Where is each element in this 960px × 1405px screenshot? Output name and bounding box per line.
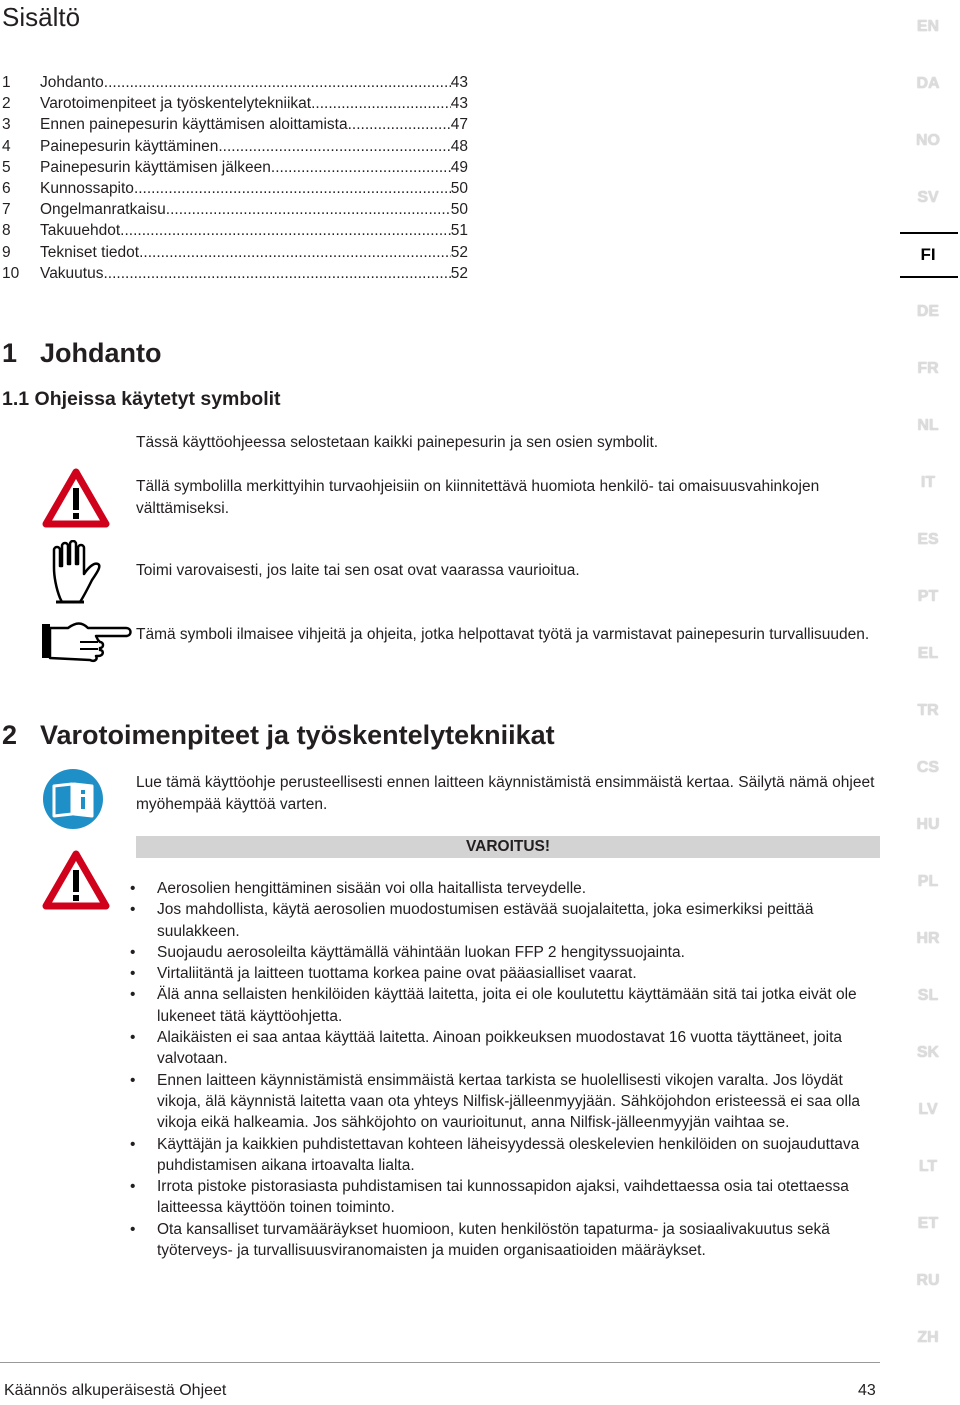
bullet-item: • Virtaliitäntä ja laitteen tuottama korkea paine ovat pääasialliset vaarat. xyxy=(130,963,880,984)
toc-page: 48 xyxy=(450,137,468,155)
language-tab-pt[interactable]: PT xyxy=(917,588,939,605)
bullet-item: • Jos mahdollista, käytä aerosolien muodostumisen estävää suojalaitetta, joka esimerkiksi peittää suulakkeen. xyxy=(130,899,880,942)
toc-leader-dots xyxy=(271,157,451,178)
toc-leader-dots xyxy=(166,199,451,220)
page-number: 43 xyxy=(858,1382,876,1399)
read-manual-text: Lue tämä käyttöohje perusteellisesti ennen laitteen käynnistämistä ensimmäistä kertaa. Säilytä nämä ohjeet myöhempää käyttöä varten. xyxy=(136,774,875,813)
language-tab-es[interactable]: ES xyxy=(917,531,939,548)
bullet-item: • Irrota pistoke pistorasiasta puhdistamisen tai kunnossapidon ajaksi, vaihdettaessa osia tai otettaessa laitteessa käyttöön toinen toiminto. xyxy=(130,1176,880,1219)
language-tab-sv[interactable]: SV xyxy=(917,189,939,206)
toc-number: 3 xyxy=(2,116,11,134)
toc-title: Ongelmanratkaisu xyxy=(40,201,166,219)
bullet-item: • Käyttäjän ja kaikkien puhdistettavan kohteen läheisyydessä oleskelevien henkilöiden on suojauduttava puhdistamisen aikana irtoavalta lialta. xyxy=(130,1134,880,1177)
toc-number: 1 xyxy=(2,74,11,91)
toc-entry[interactable] xyxy=(2,263,468,284)
section-1-1-number: 1.1 xyxy=(2,388,30,410)
bullet-item: • Ota kansalliset turvamääräykset huomioon, kuten henkilöstön tapaturma- ja sosiaalivakuutus sekä työterveys- ja turvallisuusviranomaisten ja muiden organisaatioiden määräykset. xyxy=(130,1219,880,1262)
language-tab-lv[interactable]: LV xyxy=(918,1101,938,1118)
language-tab-et[interactable]: ET xyxy=(917,1215,939,1232)
section-2-heading xyxy=(2,720,555,751)
language-tab-de[interactable]: DE xyxy=(916,303,940,320)
section-2-number: 2 xyxy=(2,720,18,750)
toc-page: 43 xyxy=(450,74,468,91)
language-tab-da[interactable]: DA xyxy=(916,75,940,92)
toc-leader-dots xyxy=(120,220,451,241)
toc-number: 4 xyxy=(2,137,11,155)
section-1-number: 1 xyxy=(2,338,18,368)
bullet-item: • Älä anna sellaisten henkilöiden käyttää laitetta, joita ei ole koulutettu käyttämään sitä tai jotka eivät ole lukeneet tätä käyttöohjetta. xyxy=(130,984,880,1027)
toc-number: 9 xyxy=(2,243,11,261)
symbols-intro: Tässä käyttöohjeessa selostetaan kaikki painepesurin ja sen osien symbolit. xyxy=(136,434,659,451)
language-tab-tr[interactable]: TR xyxy=(917,702,939,719)
toc-page: 51 xyxy=(450,222,468,240)
pointing-hand-icon xyxy=(40,618,132,669)
warning-bar: VAROITUS! xyxy=(136,836,880,858)
active-tab-rule xyxy=(900,276,958,278)
read-manual-icon xyxy=(42,768,104,835)
toc-page: 50 xyxy=(450,201,468,219)
toc-entry[interactable] xyxy=(2,242,468,263)
toc-title: Painepesurin käyttämisen jälkeen xyxy=(40,158,271,176)
toc-entry[interactable] xyxy=(2,157,468,178)
language-tab-cs[interactable]: CS xyxy=(916,759,940,776)
toc-number: 2 xyxy=(2,95,11,113)
toc-number: 5 xyxy=(2,158,11,176)
toc-page: 50 xyxy=(450,179,468,197)
toc-page: 52 xyxy=(450,243,468,261)
warning-triangle-icon xyxy=(42,468,110,533)
page-title: Sisältö xyxy=(2,2,81,32)
warning-symbol-text: Tällä symbolilla merkittyihin turvaohjeisiin on kiinnitettävä huomiota henkilö- tai omaisuusvahinkojen välttämiseksi. xyxy=(136,478,820,517)
toc-entry[interactable] xyxy=(2,178,468,199)
toc-leader-dots xyxy=(134,178,451,199)
toc-leader-dots xyxy=(348,114,451,135)
toc-number: 7 xyxy=(2,201,11,219)
language-tab-it[interactable]: IT xyxy=(920,474,936,491)
language-tab-el[interactable]: EL xyxy=(917,645,939,662)
language-tab-lt[interactable]: LT xyxy=(918,1158,938,1175)
language-tab-ru[interactable]: RU xyxy=(916,1272,940,1289)
toc-number: 10 xyxy=(2,264,20,282)
toc-page: 49 xyxy=(450,158,468,176)
toc-number: 6 xyxy=(2,179,11,197)
toc-title: Johdanto xyxy=(40,74,104,91)
section-1-1-heading xyxy=(2,388,281,411)
language-tab-sl[interactable]: SL xyxy=(917,987,939,1004)
pointer-symbol-text: Tämä symboli ilmaisee vihjeitä ja ohjeita, jotka helpottavat työtä ja varmistavat painepesurin turvallisuuden. xyxy=(136,626,870,643)
toc-entry[interactable] xyxy=(2,136,468,157)
language-tab-fr[interactable]: FR xyxy=(917,360,939,377)
bullet-item: • Ennen laitteen käynnistämistä ensimmäistä kertaa tarkista se huolellisesti vikojen varalta. Jos löydät vikoja, älä käynnistä laitetta vaan ota yhteys Nilfisk-jälleenmyyjään. Sähköjohdon eristeessä ei saa olla vikoja eikä halkeamia. Jos sähköjohto on vaurioitunut, anna Nilfisk-jälleenmyyjän vaihtaa se. xyxy=(130,1070,880,1134)
hand-symbol-text: Toimi varovaisesti, jos laite tai sen osat ovat vaarassa vaurioitua. xyxy=(136,562,580,579)
language-tabs xyxy=(896,0,960,1370)
toc-entry[interactable] xyxy=(2,199,468,220)
section-1-1-title: Ohjeissa käytetyt symbolit xyxy=(34,388,281,410)
language-tab-pl[interactable]: PL xyxy=(917,873,939,890)
toc-leader-dots xyxy=(139,242,451,263)
toc-entry[interactable] xyxy=(2,114,468,135)
toc-leader-dots xyxy=(103,263,450,284)
toc-title: Kunnossapito xyxy=(40,179,134,197)
toc-page: 52 xyxy=(450,264,468,282)
language-tab-en[interactable]: EN xyxy=(916,18,940,35)
toc-page: 43 xyxy=(450,95,468,113)
language-tab-hu[interactable]: HU xyxy=(916,816,940,833)
hand-caution-icon xyxy=(46,540,110,611)
warning-triangle-icon xyxy=(42,850,110,915)
section-1-heading xyxy=(2,338,162,369)
toc-title: Vakuutus xyxy=(40,264,104,282)
bullet-item: • Suojaudu aerosoleilta käyttämällä vähintään luokan FFP 2 hengityssuojainta. xyxy=(130,942,880,963)
footer-divider xyxy=(0,1362,880,1363)
table-of-contents xyxy=(2,72,468,284)
bullet-item: • Alaikäisten ei saa antaa käyttää laitetta. Ainoan poikkeuksen muodostavat 16 vuotta täyttäneet, joita valvotaan. xyxy=(130,1027,880,1070)
footer-text: Käännös alkuperäisestä Ohjeet xyxy=(4,1382,227,1399)
section-1-title: Johdanto xyxy=(40,338,162,368)
safety-bullet-list xyxy=(130,878,880,1261)
language-tab-fi[interactable]: FI xyxy=(920,245,936,264)
toc-leader-dots xyxy=(104,72,451,93)
toc-title: Tekniset tiedot xyxy=(40,243,140,261)
toc-leader-dots xyxy=(311,93,451,114)
language-tab-sk[interactable]: SK xyxy=(916,1044,940,1061)
toc-leader-dots xyxy=(218,136,450,157)
bullet-item: • Aerosolien hengittäminen sisään voi olla haitallista terveydelle. xyxy=(130,878,880,899)
language-tab-nl[interactable]: NL xyxy=(917,417,939,434)
section-2-title: Varotoimenpiteet ja työskentelytekniikat xyxy=(40,720,555,750)
language-tab-zh[interactable]: ZH xyxy=(917,1329,939,1346)
active-tab-rule xyxy=(900,232,958,234)
toc-entry[interactable] xyxy=(2,220,468,241)
toc-page: 47 xyxy=(450,116,468,134)
toc-title: Painepesurin käyttäminen xyxy=(40,137,219,155)
toc-entry[interactable] xyxy=(2,72,468,93)
language-tab-hr[interactable]: HR xyxy=(916,930,940,947)
language-tab-no[interactable]: NO xyxy=(916,132,940,149)
toc-title: Ennen painepesurin käyttämisen aloittamista xyxy=(40,116,348,134)
toc-title: Takuuehdot xyxy=(40,222,121,240)
toc-title: Varotoimenpiteet ja työskentelytekniikat xyxy=(40,95,312,113)
toc-entry[interactable] xyxy=(2,93,468,114)
toc-number: 8 xyxy=(2,222,11,240)
